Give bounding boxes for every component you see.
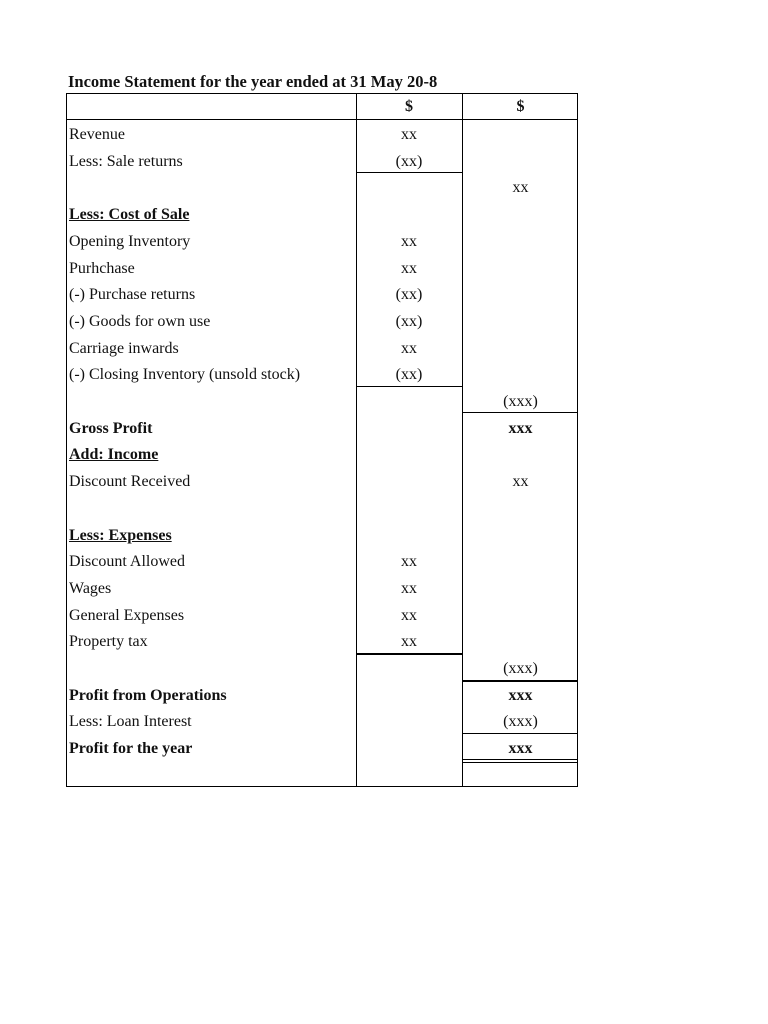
row-label: Add: Income [69,446,159,463]
row-value-col1: xx [401,553,417,570]
income-statement-table [66,93,578,787]
column-divider-1 [356,93,357,787]
subtotal-rule [462,680,578,682]
row-label: Discount Received [69,473,191,490]
column-divider-2 [462,93,463,787]
subtotal-rule [356,386,462,387]
subtotal-rule [356,653,462,655]
header-col1-currency: $ [405,98,413,115]
row-label: Carriage inwards [69,340,179,357]
subtotal-rule [356,172,462,173]
row-value-col2: xx [512,473,529,490]
table-left-border [66,93,67,787]
table-right-border [577,93,578,787]
row-value-col1: (xx) [395,366,423,383]
row-value-col1: xx [401,607,417,624]
row-label: Gross Profit [69,420,153,437]
row-value-col1: (xx) [395,313,423,330]
header-col2-currency: $ [516,98,525,115]
row-label: Wages [69,580,112,597]
row-label: Property tax [69,633,148,650]
row-label: Purhchase [69,260,135,277]
row-label: Less: Loan Interest [69,713,192,730]
row-label: Profit from Operations [69,687,227,704]
row-value-col1: xx [401,126,417,143]
row-value-col2: (xxx) [503,393,538,410]
row-label: General Expenses [69,607,185,624]
statement-title: Income Statement for the year ended at 31 May 20-8 [68,72,438,91]
row-label: Opening Inventory [69,233,191,250]
row-label: Discount Allowed [69,553,185,570]
row-value-col2: (xxx) [503,660,538,677]
row-value-col1: (xx) [395,286,423,303]
table-top-border [66,93,578,94]
row-value-col2: xxx [508,420,533,437]
row-value-col1: xx [401,580,417,597]
table-bottom-border [66,786,578,787]
row-value-col2: xxx [508,740,533,757]
row-label: Less: Cost of Sale [69,206,190,223]
row-value-col1: xx [401,260,417,277]
double-underline-bottom [462,762,578,763]
row-value-col1: xx [401,233,417,250]
row-value-col1: (xx) [395,153,423,170]
row-label: Profit for the year [69,740,193,757]
row-label: (-) Goods for own use [69,313,211,330]
row-label: Less: Sale returns [69,153,183,170]
row-value-col1: xx [401,633,417,650]
row-value-col1: xx [401,340,417,357]
double-underline-top [462,759,578,760]
row-value-col2: xxx [508,687,533,704]
subtotal-rule [462,733,578,734]
row-label: Less: Expenses [69,527,172,544]
row-label: (-) Purchase returns [69,286,196,303]
row-value-col2: xx [512,179,529,196]
subtotal-rule [462,412,578,413]
row-label: Revenue [69,126,125,143]
row-label: (-) Closing Inventory (unsold stock) [69,366,301,383]
row-value-col2: (xxx) [503,713,538,730]
header-bottom-border [66,119,578,120]
